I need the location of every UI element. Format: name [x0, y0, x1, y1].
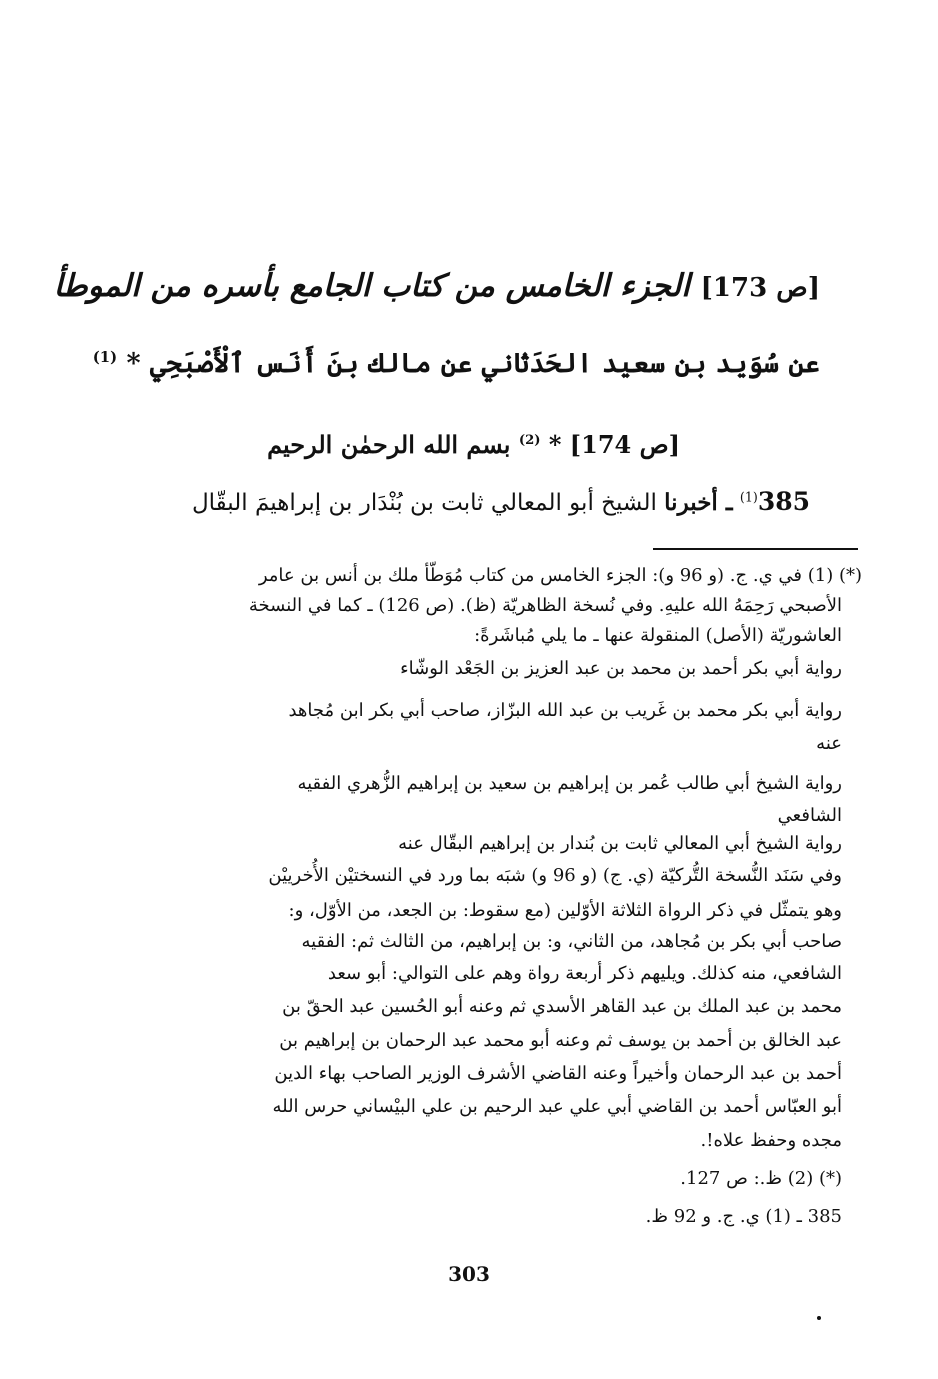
footnote-line: رواية الشيخ أبي المعالي ثابت بن بُندار بن إبراهيم البقّال عنه	[398, 833, 842, 854]
entry-text: الشيخ أبو المعالي ثابت بن بُنْدَار بن إبراهيمَ البقّال	[191, 490, 657, 516]
page-reference-174: [ص 174] *	[548, 430, 680, 459]
section-heading	[53, 268, 820, 304]
footnote-line: محمد بن عبد الملك بن عبد القاهر الأسدي ثم وعنه أبو الحُسين عبد الحقّ بن	[282, 996, 842, 1017]
footnote-line: أحمد بن عبد الرحمان وأخيراً وعنه القاضي الأشرف الوزير الصاحب بهاء الدين	[274, 1063, 842, 1084]
footnote-line: الأصبحي رَحِمَهُ الله عليهِ. وفي نُسخة الظاهريّة (ظ). (ص 126) ـ كما في النسخة	[248, 595, 842, 616]
footnote-marker: (1)	[739, 489, 758, 505]
footnote-385: 385 ـ (1) ي. ج. و 92 ظ.	[645, 1206, 842, 1227]
narrator-chain: عن سُوَيد بن سعيد الحَدَثاني عن مالك بنَ أَنَس ٱلْأَصْبَحِي *	[126, 348, 820, 379]
footnote-line: عنه	[816, 733, 842, 754]
footnote-line: الشافعي، منه كذلك. ويليهم ذكر أربعة رواة وهم على التوالي: أبو سعد	[327, 963, 842, 984]
footnote-line: الشافعي	[777, 805, 842, 826]
footnote-line: وهو يتمثّل في ذكر الرواة الثلاثة الأوّلين (مع سقوط: بن الجعد، من الأوّل، و:	[288, 900, 842, 921]
footnote-line: رواية أبي بكر محمد بن غَريب بن عبد الله البزّاز، صاحب أبي بكر ابن مُجاهد	[288, 700, 842, 721]
basmala-heading	[267, 430, 680, 459]
footnote-line: (*) (1) في ي. ج. (و 96 و): الجزء الخامس من كتاب مُوَطّأ ملك بن أنس بن عامر	[258, 565, 862, 586]
footnote-line: رواية أبي بكر أحمد بن محمد بن عبد العزيز بن الجَعْد الوشّاء	[400, 658, 842, 679]
narrator-chain-heading	[92, 348, 820, 379]
hadith-entry	[130, 487, 810, 516]
footnote-marker: (1)	[92, 348, 118, 366]
page-number: 303	[448, 1262, 490, 1286]
page-reference: [ص 173]	[700, 273, 820, 303]
footnote-marker: (2)	[518, 433, 541, 448]
footnote-separator	[653, 548, 858, 550]
entry-number: 385	[757, 487, 810, 516]
scan-speck	[817, 1316, 821, 1320]
footnote-line: وفي سَنَد النُّسخة التُّركيّة (ي. ج) (و 96 و) شبَه بما ورد في النسختيْن الأُخرييْن	[268, 865, 842, 886]
footnote-line: صاحب أبي بكر بن مُجاهد، من الثاني، و: بن إبراهيم، من الثالث ثم: الفقيه	[301, 931, 842, 952]
entry-lead: ـ أخبرنا	[664, 489, 733, 516]
footnote-line: عبد الخالق بن أحمد بن يوسف ثم وعنه أبو محمد عبد الرحمان بن إبراهيم بن	[279, 1030, 842, 1051]
footnote-line: رواية الشيخ أبي طالب عُمر بن إبراهيم بن سعيد بن إبراهيم الزُّهري الفقيه	[297, 773, 842, 794]
footnote-2: (*) (2) ظ.: ص 127.	[680, 1168, 842, 1189]
footnote-line: العاشوريّة (الأصل) المنقولة عنها ـ ما يلي مُباشَرةً:	[474, 625, 842, 646]
part-title: الجزء الخامس من كتاب الجامع بأسره من الموطأ	[53, 268, 690, 304]
footnote-line: مجده وحفظ علاه!.	[700, 1130, 842, 1151]
footnote-line: أبو العبّاس أحمد بن القاضي أبي علي عبد الرحيم بن علي البيْساني حرس الله	[272, 1096, 842, 1117]
basmala: بسم الله الرحمٰن الرحيم	[267, 430, 511, 459]
